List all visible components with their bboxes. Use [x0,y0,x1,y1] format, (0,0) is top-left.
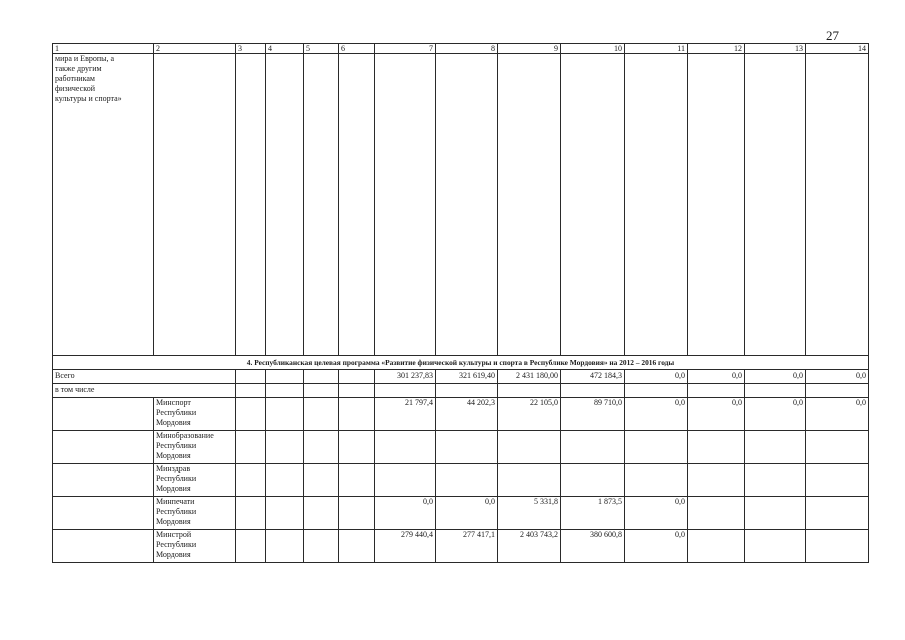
including-row [53,384,869,398]
value-cell: 5 331,8 [498,497,561,530]
header-cell: 12 [688,44,745,54]
page-number: 27 [826,28,839,43]
including-label: в том числе [53,384,236,398]
value-cell: 0,0 [806,398,869,431]
header-cell: 13 [745,44,806,54]
value-cell: 380 600,8 [561,530,625,563]
header-cell: 14 [806,44,869,54]
total-value: 2 431 180,00 [498,370,561,384]
ministry-name: Минздрав Республики Мордовия [154,464,236,497]
header-cell: 4 [266,44,304,54]
value-cell: 21 797,4 [375,398,436,431]
value-cell: 0,0 [688,398,745,431]
header-cell: 2 [154,44,236,54]
value-cell: 0,0 [625,398,688,431]
value-cell: 279 440,4 [375,530,436,563]
header-cell: 1 [53,44,154,54]
table-row [53,398,869,431]
value-cell: 1 873,5 [561,497,625,530]
ministry-name: Минстрой Республики Мордовия [154,530,236,563]
total-row [53,370,869,384]
value-cell: 22 105,0 [498,398,561,431]
ministry-name: Минспорт Республики Мордовия [154,398,236,431]
header-cell: 10 [561,44,625,54]
value-cell: 0,0 [436,497,498,530]
value-cell: 277 417,1 [436,530,498,563]
total-value: 0,0 [806,370,869,384]
total-value: 0,0 [745,370,806,384]
table-row [53,431,869,464]
table-row [53,464,869,497]
header-cell: 5 [304,44,339,54]
value-cell: 89 710,0 [561,398,625,431]
total-value: 0,0 [625,370,688,384]
table-row [53,497,869,530]
column-number-row [53,44,869,54]
value-cell: 0,0 [375,497,436,530]
ministry-name: Минобразование Республики Мордовия [154,431,236,464]
value-cell: 0,0 [745,398,806,431]
continuation-row [53,54,869,356]
header-cell: 9 [498,44,561,54]
table-row [53,530,869,563]
value-cell: 0,0 [625,497,688,530]
value-cell: 2 403 743,2 [498,530,561,563]
value-cell: 0,0 [625,530,688,563]
header-cell: 7 [375,44,436,54]
total-value: 301 237,83 [375,370,436,384]
ministry-name: Минпечати Республики Мордовия [154,497,236,530]
budget-table [52,43,869,563]
header-cell: 3 [236,44,266,54]
total-value: 321 619,40 [436,370,498,384]
value-cell: 44 202,3 [436,398,498,431]
continuation-text: мира и Европы, а также другим работникам физической культуры и спорта» [53,54,154,356]
header-cell: 6 [339,44,375,54]
section-title: 4. Республиканская целевая программа «Развитие физической культуры и спорта в Республике Мордовия» на 2012 – 2016 годы [53,356,869,370]
header-cell: 11 [625,44,688,54]
total-value: 0,0 [688,370,745,384]
section-title-row [53,356,869,370]
total-label: Всего [53,370,236,384]
header-cell: 8 [436,44,498,54]
total-value: 472 184,3 [561,370,625,384]
